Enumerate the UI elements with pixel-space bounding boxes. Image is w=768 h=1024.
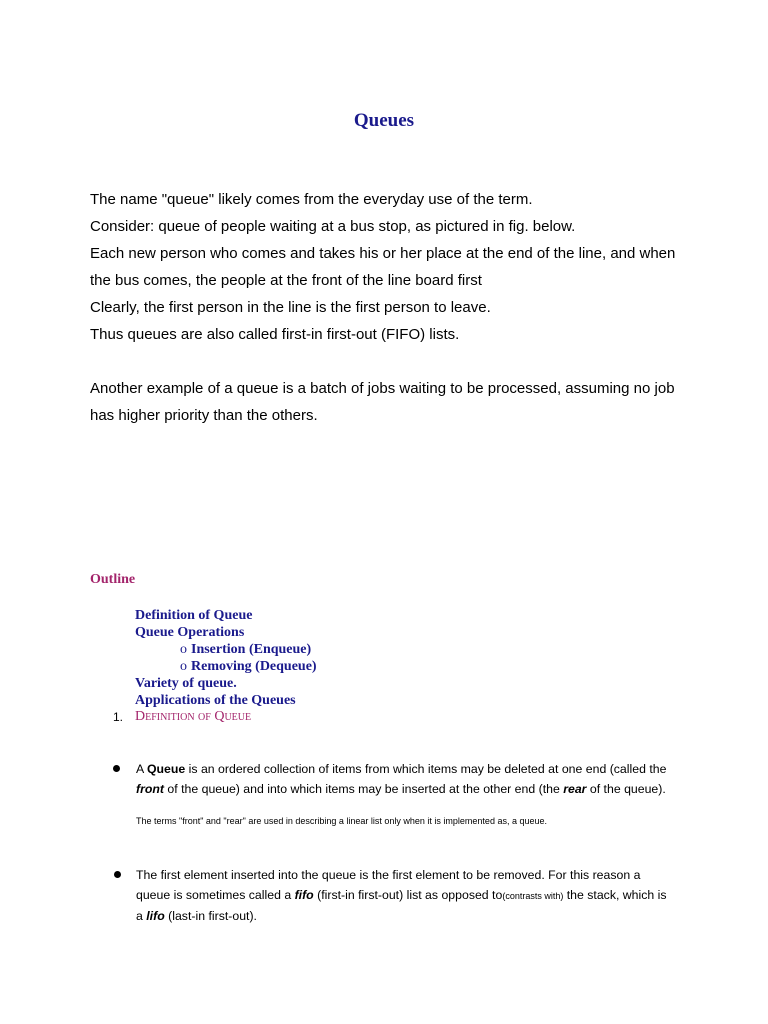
intro-line: Each new person who comes and takes his or her place at the end of the line, and when <box>90 245 676 262</box>
section-number: 1. <box>113 710 124 724</box>
circle-bullet-icon: o <box>180 642 187 657</box>
term-queue: Queue <box>146 762 186 776</box>
intro-line: The name "queue" likely comes from the everyday use of the term. <box>90 191 533 208</box>
outline-subitem <box>135 641 317 658</box>
text-span: A <box>136 762 147 776</box>
intro-line: Consider: queue of people waiting at a bus stop, as pictured in fig. below. <box>90 218 576 235</box>
outline-item: Queue Operations <box>135 625 245 640</box>
circle-bullet-icon: o <box>180 659 187 674</box>
outline-subitem-label: Removing (Dequeue) <box>191 659 317 674</box>
example-line: has higher priority than the others. <box>90 407 318 424</box>
outline-item: Variety of queue. <box>135 676 237 691</box>
term-rear: rear <box>563 782 587 796</box>
text-span: of the queue) and into which items may be inserted at the other end (the <box>164 782 564 796</box>
note-text: The terms "front" and "rear" are used in describing a linear list only when it is implemented as, a queue. <box>136 816 547 826</box>
intro-line: Clearly, the first person in the line is the first person to leave. <box>90 299 491 316</box>
outline-subitem <box>135 658 317 675</box>
bullet-icon <box>113 765 120 772</box>
aside-text: (contrasts with) <box>502 891 564 901</box>
text-span: a <box>136 909 147 923</box>
intro-paragraph <box>90 186 710 429</box>
intro-line: Thus queues are also called first-in first-out (FIFO) lists. <box>90 326 460 343</box>
intro-line: the bus comes, the people at the front of the line board first <box>90 272 482 289</box>
section-title: Definition of Queue <box>135 709 252 724</box>
paragraph-gap <box>90 348 710 375</box>
bullet-paragraph <box>136 759 696 799</box>
text-span: (last-in first-out). <box>164 909 257 923</box>
outline-list <box>135 607 317 709</box>
bullet-paragraph <box>136 865 696 926</box>
term-fifo: fifo <box>294 888 314 902</box>
text-span: of the queue). <box>586 782 666 796</box>
term-front: front <box>136 782 164 796</box>
page-title: Queues <box>353 110 415 131</box>
example-line: Another example of a queue is a batch of jobs waiting to be processed, assuming no job <box>90 380 675 397</box>
outline-subitem-label: Insertion (Enqueue) <box>191 642 312 657</box>
text-span: is an ordered collection of items from which items may be deleted at one end (called the <box>185 762 667 776</box>
text-span: (first-in first-out) list as opposed to <box>313 888 503 902</box>
bullet-icon <box>114 871 121 878</box>
outline-item: Applications of the Queues <box>135 693 296 708</box>
text-span: the stack, which is <box>563 888 667 902</box>
term-lifo: lifo <box>146 909 165 923</box>
outline-item: Definition of Queue <box>135 608 253 623</box>
outline-heading: Outline <box>90 572 136 587</box>
text-span: The first element inserted into the queue is the first element to be removed. For this reason a <box>136 868 641 882</box>
text-span: queue is sometimes called a <box>136 888 295 902</box>
